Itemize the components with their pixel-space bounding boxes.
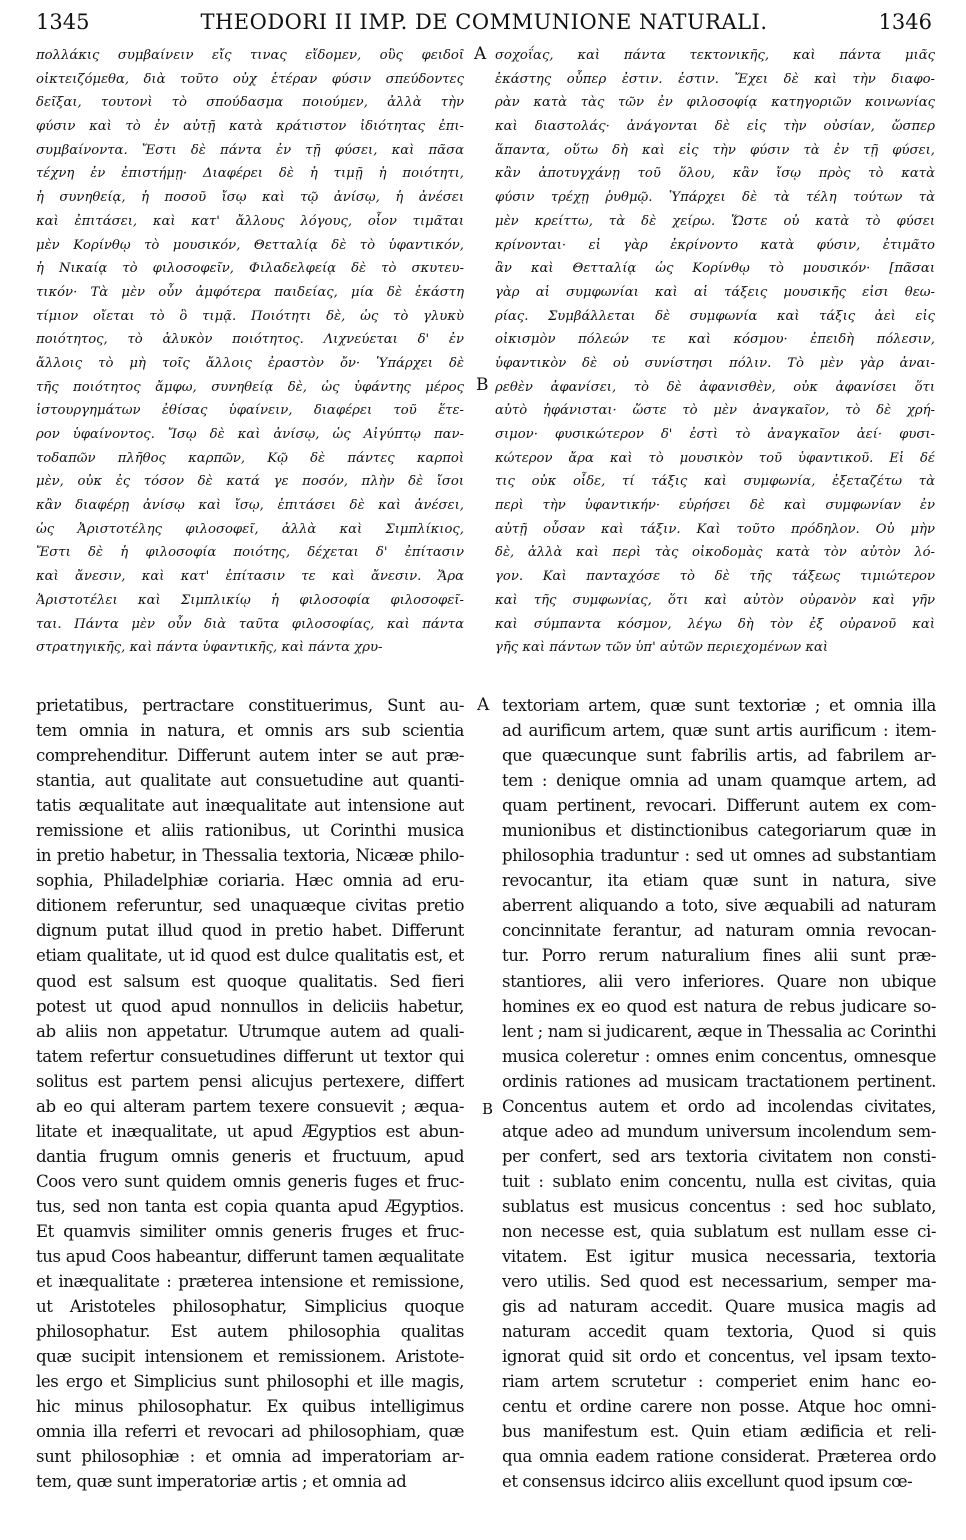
text-line: καὶ διαστολάς· ἀνάγονται δὲ εἰς τὴν οὐσίαν, ὥσπερ xyxy=(495,119,935,135)
text-line: ρίας. Συμβάλλεται δὲ συμφωνία καὶ τάξις ἀεὶ εἰς xyxy=(495,308,935,324)
text-line: ἡ συνηθείᾳ, ἡ ποσοῦ ἴσῳ καὶ τῷ ἀνίσῳ, ἡ ἀνέσει xyxy=(36,190,464,206)
text-line: tem omnia in natura, et omnis ars sub scientia xyxy=(36,721,464,741)
text-line: καὶ τῆς συμφωνίας, ὅτι καὶ αὐτὸν οὐρανὸν καὶ γῆν xyxy=(495,592,935,608)
text-line: vero utilis. Sed quod est necessarium, semper ma- xyxy=(502,1272,936,1292)
text-line: καὶ ἐπιτάσει, καὶ κατ' ἄλλους λόγους, οἷον τιμᾶται xyxy=(36,213,464,229)
text-line: τις οὐκ οἶδε, τί τάξις καὶ συμφωνία, ἐξεταζέτω τὰ xyxy=(495,474,935,490)
text-line: μὲν Κορίνθῳ τὸ μουσικόν, Θετταλίᾳ δὲ τὸ ὑφαντικόν, xyxy=(36,237,464,253)
text-line: ditionem referuntur, sed unaquæque civitas pretio xyxy=(36,896,464,916)
text-line: non necesse est, quia sublatum est nullam esse ci- xyxy=(502,1221,936,1241)
text-line: homines ex eo quod est natura de rebus judicare so- xyxy=(502,996,936,1016)
text-line: aberrent aliquando a toto, sive æquabili ad naturam xyxy=(502,896,936,916)
text-line: quod est salsum est quoque qualitatis. Sed fieri xyxy=(36,971,464,991)
text-line: concinnitate ferantur, ad naturam omnia revocan- xyxy=(502,921,936,941)
text-line: ignorat quid sit ordo et concentus, vel ipsam texto- xyxy=(502,1347,936,1367)
text-line: κώτερον ἄρα καὶ τὸ μουσικὸν τοῦ ὑφαντικοῦ. Εἰ δέ xyxy=(495,450,935,466)
text-line: ad aurificum artem, quæ sunt artis aurificum : item- xyxy=(502,721,936,741)
text-line: tatis æqualitate aut inæqualitate aut intensione aut xyxy=(36,796,464,816)
text-line: musica coleretur : omnes enim concentus, omnesque xyxy=(502,1046,936,1066)
text-line: μὲν, οὐκ ἐς τόσον δὲ κατά γε ποσόν, πλὴν δὲ ἴσοι xyxy=(36,474,464,490)
text-line: ρεθὲν ἀφανίσει, τὸ δὲ ἀφανισθὲν, οὐκ ἀφανίσει ὅτι xyxy=(495,379,935,395)
text-line: ται. Πάντα μὲν οὖν διὰ ταῦτα φιλοσοφίας, καὶ πάντα xyxy=(36,616,464,632)
text-line: in pretio habetur, in Thessalia textoria, Nicææ philo- xyxy=(36,846,464,866)
page-number-right: 1346 xyxy=(878,10,932,34)
text-line: τέχνη ἐν ἐπιστήμῃ· Διαφέρει δὲ ἡ τιμῇ ἡ ποιότητι, xyxy=(36,166,464,182)
text-line: les ergo et Simplicius sunt philosophi et ille magis, xyxy=(36,1372,464,1392)
text-line: solitus est partem pensi alicujus pertexere, differt xyxy=(36,1071,464,1091)
text-line: litate et inæqualitate, ut apud Ægyptios est abun- xyxy=(36,1121,464,1141)
text-line: dignum putat illud quod in pretio habet. Differunt xyxy=(36,921,464,941)
text-line: etiam qualitate, ut id quod est dulce qualitatis est, et xyxy=(36,946,464,966)
text-line: τικόν· Τὰ μὲν οὖν ἀμφότερα παιδείας, μία δὲ ἑκάστη xyxy=(36,284,464,300)
text-line: ab eo qui alteram partem texere consuevit ; æqua- xyxy=(36,1096,464,1116)
text-line: μὲν κρείττω, τὰ δὲ χείρω. Ὥστε οὐ κατὰ τὸ φύσει xyxy=(495,213,935,229)
text-line: sublatus est musicus concentus : sed hoc sublato, xyxy=(502,1196,936,1216)
running-title: THEODORI II IMP. DE COMMUNIONE NATURALI. xyxy=(200,10,768,34)
text-line: φύσιν καὶ τὸ ἐν αὐτῇ κατὰ κράτιστον ἰδιότητας ἐπι- xyxy=(36,119,464,135)
text-line: quæ sucipit intensionem et remissionem. Aristote- xyxy=(36,1347,464,1367)
text-line: tem : denique omnia ad unam quamque artem, ad xyxy=(502,771,936,791)
text-line: prietatibus, pertractare constituerimus, Sunt au- xyxy=(36,696,464,715)
greek-column-right xyxy=(495,44,935,660)
text-line: οἰκισμὸν πόλεών τε καὶ κόσμου· ἐπειδὴ πόλεσιν, xyxy=(495,332,935,348)
text-line: ἱστουργημάτων ἐθίσας ὑφαίνειν, διαφέρει τοῦ ἕτε- xyxy=(36,403,464,419)
text-line: δὲ, ἀλλὰ καὶ περὶ τὰς οἰκοδομὰς κατὰ τὸν αὐτὸν λό- xyxy=(495,545,935,561)
text-line: Et quamvis similiter omnis generis fruges et fruc- xyxy=(36,1221,464,1241)
text-line: tem, quæ sunt imperatoriæ artis ; et omnia ad xyxy=(36,1472,407,1492)
text-line: φύσιν τρέχῃ ῥυθμῷ. Ὑπάρχει δὲ τὰ τέλη τούτων τὰ xyxy=(495,190,935,206)
text-line: hic minus philosophatur. Ex quibus intelligimus xyxy=(36,1397,464,1417)
text-line: per confert, sed ars textoria civitatem non consti- xyxy=(502,1146,936,1166)
text-line: tur. Porro rerum naturalium fines alii sunt præ- xyxy=(502,946,936,966)
text-line: δεῖξαι, τουτονὶ τὸ σπούδασμα ποιούμεν, ἀλλὰ τὴν xyxy=(36,95,464,111)
text-line: τίμιον οἴεται τὸ ὃ τιμᾷ. Ποιότητι δὲ, ὡς τὸ γλυκὺ xyxy=(36,308,464,324)
text-line: ὡς Ἀριστοτέλης φιλοσοφεῖ, ἀλλὰ καὶ Σιμπλίκιος, xyxy=(36,521,464,537)
text-line: κἂν διαφέρῃ ἀνίσῳ καὶ ἴσῳ, ἐπιτάσει δὲ καὶ ἀνέσει, xyxy=(36,498,464,514)
text-line: ἅπαντα, οὕτω δὴ καὶ εἰς τὴν φύσιν τὰ ἐν τῇ φύσει, xyxy=(495,142,935,158)
text-line: dantia frugum omnis generis et fructuum, apud xyxy=(36,1146,464,1166)
text-line: στρατηγικῆς, καὶ πάντα ὑφαντικῆς, καὶ πάντα χρυ- xyxy=(36,640,383,656)
text-line: σιμον· φυσικώτερον δ' ἐστὶ τὸ ἀναγκαῖον ἀεί· φυσι- xyxy=(495,427,935,442)
text-line: κἂν ἀποτυγχάνῃ τοῦ ὅλου, κἂν ἴσῳ πρὸς τὸ κατὰ xyxy=(495,166,935,182)
text-line: tus apud Coos habeantur, differunt tamen æqualitate xyxy=(36,1247,464,1267)
text-line: sunt philosophiæ : et omnia ad imperatoriam ar- xyxy=(36,1447,464,1467)
latin-column-left xyxy=(36,693,464,1495)
text-line: atque adeo ad mundum universum incolendum sem- xyxy=(502,1121,936,1141)
text-line: bus manifestum est. Quin etiam ædificia et reli- xyxy=(502,1422,936,1442)
text-line: γον. Καὶ πανταχόσε τὸ δὲ τῆς τάξεως τιμιώτερον xyxy=(495,569,935,585)
text-line: οἰκτειζόμεθα, διὰ τοῦτο οὐχ ἑτέραν φύσιν σπεύδοντες xyxy=(36,71,464,87)
text-line: omnia illa referri et revocari ad philosophiam, quæ xyxy=(36,1422,464,1442)
text-line: munionibus et distinctionibus categoriarum quæ in xyxy=(502,821,936,841)
text-line: Coos vero sunt quidem omnis generis fuges et fruc- xyxy=(36,1171,464,1191)
text-line: γὰρ αἱ συμφωνίαι καὶ αἱ τάξεις μουσικῆς εἰσι θεω- xyxy=(495,284,935,300)
text-line: πολλάκις συμβαίνειν εἴς τινας εἴδομεν, οὓς φειδοῖ xyxy=(36,48,464,63)
text-line: αὐτῇ οὖσαν καὶ τάξιν. Καὶ τοῦτο πρόδηλον. Οὐ μὴν xyxy=(495,521,935,537)
text-line: tatem refertur consuetudines differunt ut textor qui xyxy=(36,1046,464,1066)
text-line: ab aliis non appetatur. Utrumque autem ad quali- xyxy=(36,1021,464,1041)
text-line: sophia, Philadelphiæ coriaria. Hæc omnia ad eru- xyxy=(36,871,464,891)
text-line: tus, sed non tanta est copia quanta apud Ægyptios. xyxy=(36,1196,464,1216)
text-line: ordinis rationes ad musicam tractationem pertinent. xyxy=(502,1071,936,1091)
text-line: et consensus idcirco aliis excellunt quod ipsum cœ- xyxy=(502,1472,913,1492)
text-line: textoriam artem, quæ sunt textoriæ ; et omnia illa xyxy=(502,696,936,715)
text-line: lent ; nam si judicarent, æque in Thessalia ac Corinthi xyxy=(502,1021,936,1041)
text-line: καὶ ἄνεσιν, καὶ κατ' ἐπίτασιν τε καὶ ἄνεσιν. Ἄρα xyxy=(36,569,464,585)
text-line: philosophatur. Est autem philosophia qualitas xyxy=(36,1322,464,1342)
text-line: Ἔστι δὲ ἡ φιλοσοφία ποιότης, δέχεται δ' ἐπίτασιν xyxy=(36,545,464,561)
text-line: ἡ Νικαίᾳ τὸ φιλοσοφεῖν, Φιλαδελφείᾳ δὲ τὸ σκυτευ- xyxy=(36,261,464,277)
text-line: qua omnia eadem ratione considerat. Præterea ordo xyxy=(502,1447,936,1467)
text-line: Concentus autem et ordo ad incolendas civitates, xyxy=(502,1096,936,1116)
text-line: stantiores, alii vero inferiores. Quare non ubique xyxy=(502,971,936,991)
text-line: τῆς ποιότητος ἄμφω, συνηθείᾳ δὲ, ὡς ὑφάντης μέρος xyxy=(36,379,464,395)
text-line: ἑκάστης οὗπερ ἐστιν. ἐστιν. Ἔχει δὲ καὶ τὴν διαφο- xyxy=(495,71,935,87)
text-line: philosophia traduntur : sed ut omnes ad substantiam xyxy=(502,846,936,866)
section-marker-a-latin: A xyxy=(477,695,490,715)
section-marker-b-latin: B xyxy=(482,1100,494,1118)
text-line: καὶ σύμπαντα κόσμον, λέγω δὴ τὸν ἐξ οὐρανοῦ καὶ xyxy=(495,616,935,632)
section-marker-b-greek: B xyxy=(476,375,489,395)
text-line: κρίνονται· εἰ γὰρ ἐκρίνοντο κατὰ φύσιν, ἐτιμᾶτο xyxy=(495,237,935,253)
text-line: περὶ τὴν ὑφαντικήν· εὑρήσει δὲ καὶ συμφωνίαν ἐν xyxy=(495,498,935,514)
text-line: revocantur, ita etiam quæ sunt in natura, sive xyxy=(502,871,936,891)
text-line: Ἀριστοτέλει καὶ Σιμπλικίῳ ἡ φιλοσοφία φιλοσοφεῖ- xyxy=(36,592,464,608)
text-line: ἂν καὶ Θετταλίᾳ ὡς Κορίνθῳ τὸ μουσικόν· [πᾶσαι xyxy=(495,261,935,277)
text-line: ρον ὑφαίνοντος. Ἴσῳ δὲ καὶ ἀνίσῳ, ὡς Αἰγύπτῳ παν- xyxy=(36,427,464,442)
text-line: τοδαπῶν πλῆθος καρπῶν, Κῷ δὲ πάντες καρποὶ xyxy=(36,450,464,466)
text-line: γῆς καὶ πάντων τῶν ὑπ' αὐτῶν περιεχομένων καὶ xyxy=(495,640,829,656)
latin-column-right xyxy=(502,693,936,1495)
text-line: συμβαίνοντα. Ἔστι δὲ πάντα ἐν τῇ φύσει, καὶ πᾶσα xyxy=(36,142,464,158)
text-line: comprehenditur. Differunt autem inter se aut præ- xyxy=(36,746,464,766)
text-line: et inæqualitate : præterea intensione et remissione, xyxy=(36,1272,464,1292)
text-line: ποιότητος, τὸ ἁλυκὸν ποιότητος. Λιχνεύεται δ' ἐν xyxy=(36,332,464,348)
text-line: quam pertinent, revocari. Differunt autem ex com- xyxy=(502,796,936,816)
text-line: centu et ordine carere non posse. Atque hoc omni- xyxy=(502,1397,936,1417)
text-line: riam artem scrutetur : comperiet enim hanc eo- xyxy=(502,1372,936,1392)
text-line: ἄλλοις τὸ μὴ τοῖς ἄλλοις ἐραστὸν ὄν· Ὑπάρχει δὲ xyxy=(36,355,464,371)
text-line: gis ad naturam accedit. Quare musica magis ad xyxy=(502,1297,936,1317)
text-line: tuit : sublato enim concentu, nulla est civitas, quia xyxy=(502,1171,936,1191)
page-number-left: 1345 xyxy=(36,10,90,34)
text-line: σοχοΐας, καὶ πάντα τεκτονικῆς, καὶ πάντα μιᾶς xyxy=(495,48,935,63)
text-line: αὐτὸ ἠφάνισται· ὥστε τὸ μὲν ἀναγκαῖον, τὸ δὲ χρή- xyxy=(495,403,935,419)
text-line: potest ut quod apud nonnullos in deliciis habetur, xyxy=(36,996,464,1016)
page-header xyxy=(36,10,932,40)
section-marker-a-greek: A xyxy=(474,44,487,64)
text-line: ρὰν κατὰ τὰς τῶν ἐν φιλοσοφίᾳ κατηγοριῶν κοινωνίας xyxy=(495,95,935,111)
text-line: ὑφαντικὸν δὲ οὐ συνίστησι πόλιν. Τὸ μὲν γὰρ ἀναι- xyxy=(495,355,935,371)
text-line: ut Aristoteles philosophatur, Simplicius quoque xyxy=(36,1297,464,1317)
text-line: remissione et aliis rationibus, ut Corinthi musica xyxy=(36,821,464,841)
text-line: que quæcunque sunt fabrilis artis, ad fabrilem ar- xyxy=(502,746,936,766)
text-line: stantia, aut qualitate aut consuetudine aut quanti- xyxy=(36,771,464,791)
text-line: naturam accedit quam textoria, Quod si quis xyxy=(502,1322,936,1342)
greek-column-left xyxy=(36,44,464,660)
text-line: vitatem. Est igitur musica necessaria, textoria xyxy=(502,1247,936,1267)
